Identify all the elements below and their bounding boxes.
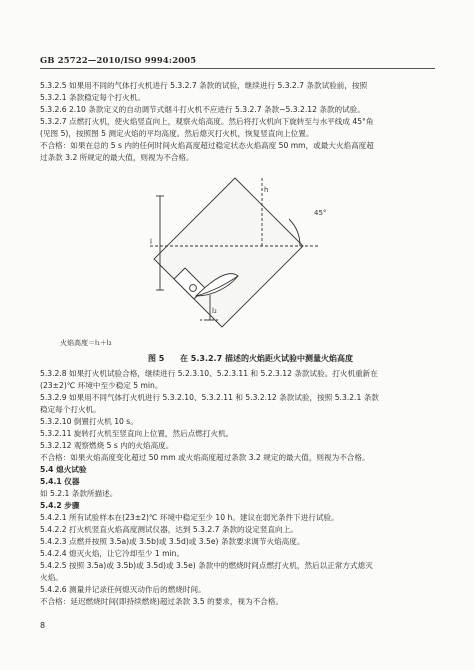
clause-5-4-2-5-line1: 5.4.2.5 按照 3.5a)或 3.5b)或 3.5d)或 3.5e) 条款中的燃烧时间点燃打火机，然后以正常方式熄灭 xyxy=(40,561,373,570)
clause-5-4-2-2: 5.4.2.2 打火机竖直火焰高度测试仪器，达到 5.3.2.7 条款的设定竖直向上。 xyxy=(40,525,298,534)
clause-5-3-2-5-line2: 5.3.2.1 条款稳定每个打火机。 xyxy=(40,93,145,102)
clause-5-3-2-6: 5.3.2.6 2.10 条款定义的自动调节式烟斗打火机不应进行 5.3.2.7 条款~5.3.2.12 条款的试验。 xyxy=(40,105,365,114)
clause-5-3-2-10: 5.3.2.10 倒置打火机 10 s。 xyxy=(40,417,138,426)
page-number: 8 xyxy=(40,621,46,630)
fail-criterion-3: 不合格：延迟燃烧时间(即持续燃烧)超过条款 3.5 的要求，视为不合格。 xyxy=(40,597,284,606)
figure-formula: 火焰高度＝l₁＋l₂ xyxy=(60,339,112,347)
fail-criterion-2: 不合格：如果火焰高度变化超过 50 mm 或火焰高度超过条款 3.2 规定的最大值，则视为不合格。 xyxy=(40,453,370,462)
figure-caption-text: 在 5.3.2.7 描述的火焰距火试验中测量火焰高度 xyxy=(180,354,353,363)
section-5-4-heading: 5.4 熄火试验 xyxy=(40,465,87,474)
standard-header: GB 25722—2010/ISO 9994:2005 xyxy=(40,55,197,65)
clause-5-4-2-3: 5.4.2.3 点燃并按照 3.5a)或 3.5b)或 3.5d)或 3.5e) 条款要求调节火焰高度。 xyxy=(40,537,305,546)
clause-5-3-2-5-line1: 5.3.2.5 如果用不同的气体打火机进行 5.3.2.7 条款的试验，继续进行 5.3.2.7 条款试验前，按照 xyxy=(40,81,368,90)
section-5-4-1-heading: 5.4.1 仪器 xyxy=(40,477,80,486)
clause-5-3-2-7-line1: 5.3.2.7 点燃打火机，使火焰竖直向上，观察火焰高度。然后将打火机向下旋转至与水平线成 45°角 xyxy=(40,117,374,126)
clause-5-3-2-7-line2: (见图 5)，按照图 5 测定火焰的平均高度。然后熄灭打火机，恢复竖直向上位置。 xyxy=(40,129,314,138)
h-label: h xyxy=(264,186,269,194)
fail-criterion-1-line1: 不合格：如果在总的 5 s 内的任何时间火焰高度超过稳定状态火焰高度 50 mm，或最大火焰高度超 xyxy=(40,141,374,150)
clause-5-4-2-6: 5.4.2.6 测量并记录任何熄灭动作后的燃烧时间。 xyxy=(40,585,206,594)
figure-caption-number: 图 5 xyxy=(148,354,165,363)
clause-5-4-2-1: 5.4.2.1 所有试验样本在(23±2)℃ 环境中稳定至少 10 h。建议在弱光条件下进行试验。 xyxy=(40,513,339,522)
clause-5-3-2-9-line2: 稳定每个打火机。 xyxy=(40,405,101,414)
clause-5-4-2-4: 5.4.2.4 熄灭火焰，让它冷却至少 1 min。 xyxy=(40,549,185,558)
clause-5-4-2-5-line2: 火焰。 xyxy=(40,573,63,582)
angle-label: 45° xyxy=(314,209,327,217)
section-5-4-2-heading: 5.4.2 步骤 xyxy=(40,501,80,510)
clause-5-3-2-12: 5.3.2.12 观察燃烧 5 s 内的火焰高度。 xyxy=(40,441,174,450)
l-label: l xyxy=(150,238,152,246)
lighter-body xyxy=(154,178,303,327)
l2-label: l₂ xyxy=(212,307,217,315)
clause-5-3-2-8-line1: 5.3.2.8 如果打火机试验合格，继续进行 5.2.3.10、5.2.3.11 和 5.2.3.12 条款试验。打火机重新在 xyxy=(40,369,378,378)
fail-criterion-1-line2: 过条款 3.2 所规定的最大值，则视为不合格。 xyxy=(40,153,194,162)
clause-5-3-2-8-line2: (23±2)℃ 环境中至少稳定 5 min。 xyxy=(40,381,163,390)
clause-5-3-2-9-line1: 5.3.2.9 如果用不同气体打火机进行 5.3.2.10、5.3.2.11 和 5.3.2.12 条款试验，按照 5.3.2.1 条款 xyxy=(40,393,379,402)
clause-5-3-2-11: 5.3.2.11 旋转打火机至竖直向上位置，然后点燃打火机。 xyxy=(40,429,234,438)
section-5-4-1-text: 如 5.2.1 条款所描述。 xyxy=(40,489,118,498)
